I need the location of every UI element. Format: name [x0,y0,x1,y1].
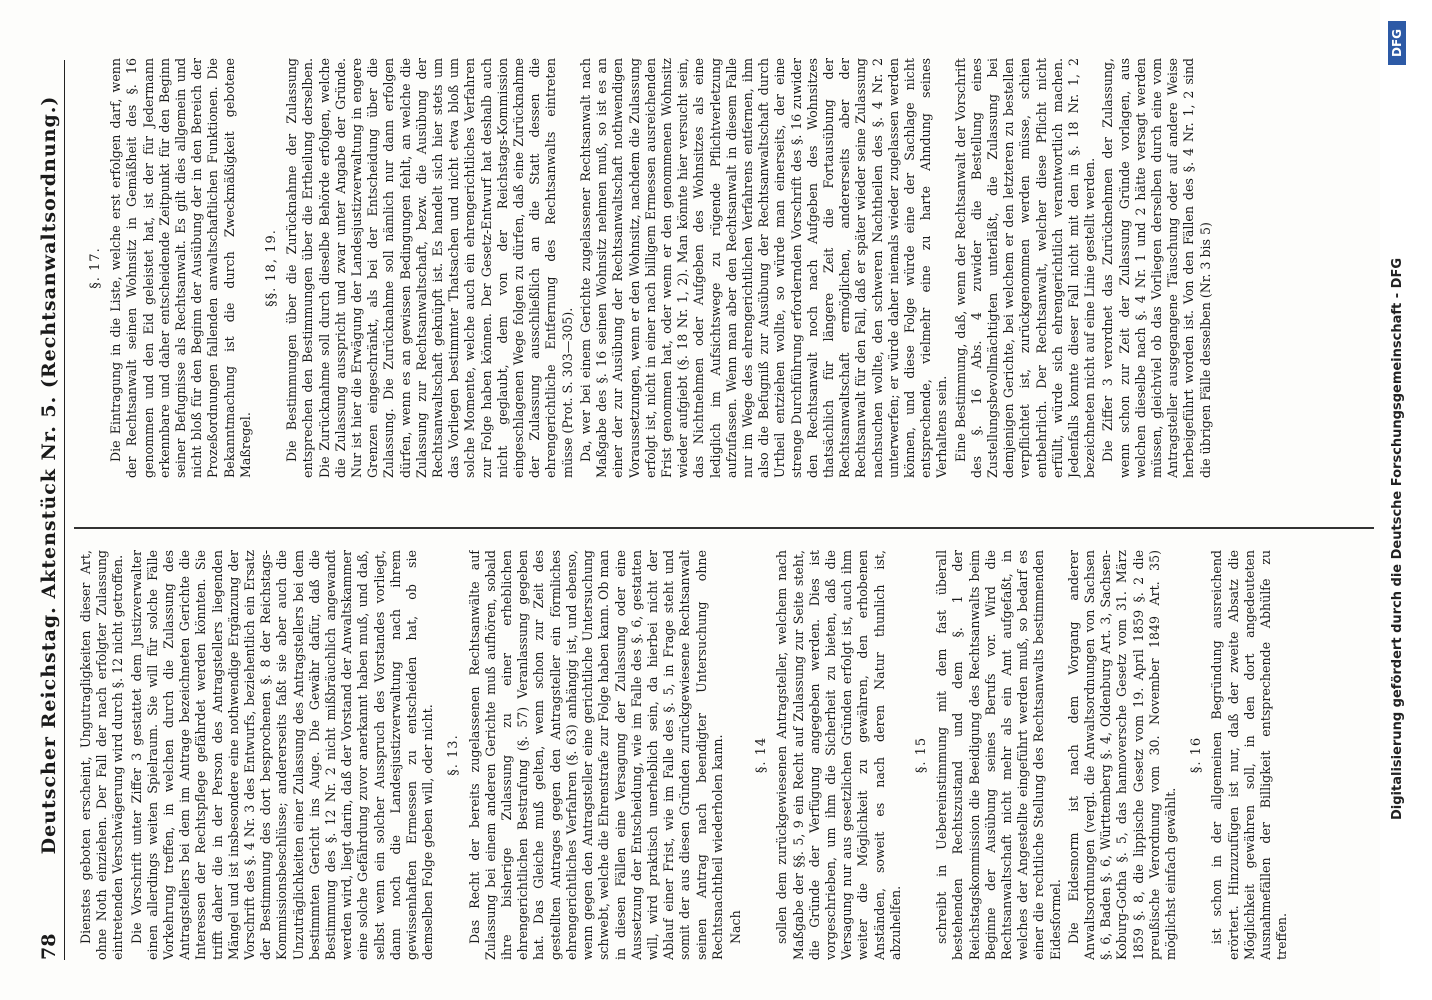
paragraph: sollen dem zurückgewiesenen Antragsteller, welchem nach Maßgabe der §§. 5, 9 ein Recht auf Zulassung zur Seite steht, die Gründe der Verfügung angegeben werden. Dies ist vorgeschrieben, um ihm die Sicherheit zu bieten, daß die Versagung nur aus gesetzlichen Gründen erfolgt ist, auch ihm weiter die Möglichkeit zu gewähren, den erhobenen Anständen, soweit es nach deren Natur thunlich ist, abzuhelfen. [774,550,903,960]
paragraph: Dienstes geboten erscheint, Ungutragligkeiten dieser Art, ohne Noth einziehen. Der Fall der nach erfolgter Zulassung eintretenden Verschwägerung wird durch §. 12 nicht getroffen. [78,550,126,960]
paragraph: Die Eidesnorm ist nach dem Vorgang anderer Anwaltsordnungen (vergl. die Anwaltsordnungen von Sachsen §. 6, Baden §. 6, Württemberg §. 4, Oldenburg Art. 3, Sachsen-Koburg-Gotha §. 5, das hannoversche Gesetz vom 31. März 1859 §. 8, die lippische Gesetz vom 19. April 1859 §. 2 die preußische Verordnung vom 30. November 1849 Art. 35) möglichst einfach gewählt. [1065,550,1178,960]
running-header [38,60,65,960]
paragraph: schreibt in Uebereinstimmung mit dem fast überall bestehenden Rechtszustand und dem §. 1 der Reichstagskommission die Beeidigung des Rechtsanwalts beim Beginne der Ausübung seines Berufs vor. Wird die Rechtsanwaltschaft nicht mehr als ein Amt aufgefaßt, in welches der Angestellte eingeführt werden muß, so bedarf es einer die rechtliche Stellung des Rechtsanwalts bestimmenden Eidesformel. [934,550,1063,960]
section-heading: §. 15 [913,736,929,774]
left-text-column [78,550,1368,960]
section-heading: §. 13. [446,734,462,776]
section-heading: §. 14 [754,736,770,774]
paragraph: ist schon in der allgemeinen Begründung ausreichend erörtert. Hinzuzufügen ist nur, daß der zweite Absatz die Möglichkeit gewähren soll, in den dort angedeuteten Ausnahmefällen der Billigkeit entsprechende Abhülfe zu treffen. [1209,550,1290,960]
paragraph: Da, wer bei einem Gerichte zugelassener Rechtsanwalt nach Maßgabe des §. 16 seinen Wohnsitz nehmen muß, so ist es an einer der zur Ausübung der Rechtsanwaltschaft nothwendigen Voraussetzungen, wenn er den Wohnsitz, nachdem die Zulassung erfolgt ist, nicht in einer nach billigem Ermessen ausreichenden Frist genommen hat, oder wenn er den genommenen Wohnsitz wieder aufgiebt (§. 18 Nr. 1, 2). Man könnte hier versucht sein, das Nichtnehmen oder Aufgeben des Wohnsitzes als eine lediglich im Aufsichtswege zu rügende Pflichtverletzung aufzufassen. Wenn man aber den Rechtsanwalt in diesem Falle nur im Wege des ehrengerichtlichen Verfahrens entfernen, ihm also die Befugniß zur Ausübung der Rechtsanwaltschaft durch Urtheil entziehen wollte, so würde man einerseits, der eine strenge Durchführung erfordernden Vorschrift des §. 16 zuwider den Rechtsanwalt noch nach Aufgeben des Wohnsitzes thatsächlich für längere Zeit die Fortausübung der Rechtsanwaltschaft ermöglichen, andererseits aber der Rechtsanwalt für den Fall, daß er später wieder seine Zulassung nachsuchen wollte, den schweren Nachtheilen des §. 4 Nr. 2 unterwerfen; er würde daher niemals wieder zugelassen werden können, und diese Folge würde eine der Sachlage nicht entsprechende, vielmehr eine zu harte Ahndung seines Verhaltens sein. [577,58,950,478]
dfg-logo: DFG [1388,21,1406,65]
column-divider [74,528,1374,530]
digitization-credit: Digitalisierung gefördert durch die Deutsche Forschungsgemeinschaft - DFG [1390,257,1405,820]
digitization-sidebar [1380,0,1432,1000]
paragraph: Eine Bestimmung, daß, wenn der Rechtsanwalt der Vorschrift des §. 16 Abs. 4 zuwider die Bestellung eines Zustellungsbevollmächtigten unterläßt, die Zulassung bei demjenigen Gerichte, bei welchem er den letzteren zu bestellen verpflichtet ist, zurückgenommen werden müsse, schien entbehrlich. Der Rechtsanwalt, welcher diese Pflicht nicht erfüllt, würde sich ehrengerichtlich verantwortlich machen. Jedenfalls konnte dieser Fall nicht mit den in §. 18 Nr. 1, 2 bezeichneten nicht auf eine Linie gestellt werden. [952,58,1098,478]
section-heading: §. 16 [1189,736,1205,774]
paragraph: Die Bestimmungen über die Zurücknahme der Zulassung entsprechen den Bestimmungen über die Ertheilung derselben. Die Zurücknahme soll durch dieselbe Behörde erfolgen, welche die Zulassung ausspricht und zwar unter Angabe der Gründe. Nur ist hier die Erwägung der Landesjustizverwaltung in engere Grenzen eingeschränkt, als bei der Entscheidung über die Zulassung. Die Zurücknahme soll nämlich nur dann erfolgen dürfen, wenn es an gewissen Bedingungen fehlt, an welche die Zulassung zur Rechtsanwaltschaft, bezw. die Ausübung der Rechtsanwaltschaft geknüpft ist. Es handelt sich hier stets um das Vorliegen bestimmter Thatsachen und nicht etwa bloß um solche Momente, welche auch ein ehrengerichtliches Verfahren zur Folge haben können. Der Gesetz-Entwurf hat deshalb auch nicht geglaubt, dem von der Reichstags-Kommission eingeschlagenen Wege folgen zu dürfen, daß eine Zurücknahme der Zulassung ausschließlich an die Statt dessen die ehrengerichtliche Entfernung des Rechtsanwalts eintreten müsse (Prot. S. 303—305). [284,58,575,478]
section-heading: §. 17. [88,247,103,289]
section-heading: §§. 18, 19. [264,229,280,307]
paragraph: Die Vorschrift unter Ziffer 3 gestattet dem Justizverwalter einen allerdings weiten Spielraum. Sie will für solche Fälle Vorkehrung treffen, in welchen durch die Zulassung des Antragstellers bei dem im Antrage bezeichneten Gerichte die Interessen der Rechtspflege gefährdet werden könnten. Sie trifft daher die in der Person des Antragstellers liegenden Mängel und ist insbesondere eine nothwendige Ergänzung der Vorschrift des §. 4 Nr. 3 des Entwurfs, beziehentlich ein Ersatz der Bestimmung des dort besprochenen §. 8 der Reichstags-Kommissionsbeschlüsse; andererseits faßt sie aber auch die Unzuträglichkeiten einer Zulassung des Antragstellers bei dem bestimmten Gericht ins Auge. Die Gewähr dafür, daß die Bestimmung des §. 12 Nr. 2 nicht mißbräuchlich angewandt werden wird, liegt darin, daß der Vorstand der Anwaltskammer eine solche Gefährdung zuvor anerkannt haben muß, und daß, selbst wenn ein solcher Ausspruch des Vorstandes vorliegt, dann noch die Landesjustizverwaltung nach ihrem gewissenhaften Ermessen zu entscheiden hat, ob sie demselben Folge geben will, oder nicht. [128,550,436,960]
running-head-title: Deutscher Reichstag. Aktenstück Nr. 5. (Rechtsanwaltsordnung.) [38,95,60,855]
page-number: 78 [38,933,60,960]
paragraph: Nach [727,910,743,944]
paragraph: Die Eintragung in die Liste, welche erst erfolgen darf, wenn der Rechtsanwalt seinen Wohnsitz in Gemäßheit des §. 16 genommen und den Eid geleistet hat, ist der für Jedermann erkennbare und daher entscheidende Zeitpunkt für den Beginn seiner Befugnisse als Rechtsanwalt. Es gilt dies allgemein und nicht bloß für den Beginn der Ausübung der in den Bereich der Prozeßordnungen fallenden anwaltschaftlichen Funktionen. Die Bekanntmachung ist die durch Zweckmäßigkeit gebotene Maßregel. [108,58,253,478]
right-text-column [78,58,1368,478]
paragraph: Die Ziffer 3 verordnet das Zurücknehmen der Zulassung, wenn schon zur Zeit der Zulassung Gründe vorlagen, aus welchen dieselbe nach §. 4 Nr. 1 und 2 hätte versagt werden müssen, gleichviel ob das Vorliegen derselben durch eine vom Antragsteller ausgegangene Täuschung oder auf andere Weise herbeigeführt worden ist. Von den Fällen des §. 4 Nr. 1, 2 sind die übrigen Fälle desselben (Nr. 3 bis 5) [1100,58,1213,478]
paragraph: Das Recht der bereits zugelassenen Rechtsanwälte auf Zulassung bei einem anderen Gerichte muß aufhören, sobald ihre bisherige Zulassung zu einer erheblichen ehrengerichtlichen Bestrafung (§. 57) Veranlassung gegeben hat. Das Gleiche muß gelten, wenn schon zur Zeit des gestellten Antrages gegen den Antragsteller ein förmliches ehrengerichtliches Verfahren (§. 63) anhängig ist, und ebenso, wenn gegen den Antragsteller eine gerichtliche Untersuchung schwebt, welche die Ehrenstrafe zur Folge haben kann. Ob man in diesen Fällen eine Versagung der Zulassung oder eine Aussetzung der Entscheidung, wie im Falle des §. 6, gestatten will, wird praktisch unerheblich sein, da hierbei nicht der Ablauf einer Frist, wie im Falle des §. 5, in Frage steht und somit der aus diesen Gründen zurückgewiesene Rechtsanwalt seinen Antrag nach beendigter Untersuchung ohne Rechtsnachtheil wiederholen kann. [466,550,725,960]
